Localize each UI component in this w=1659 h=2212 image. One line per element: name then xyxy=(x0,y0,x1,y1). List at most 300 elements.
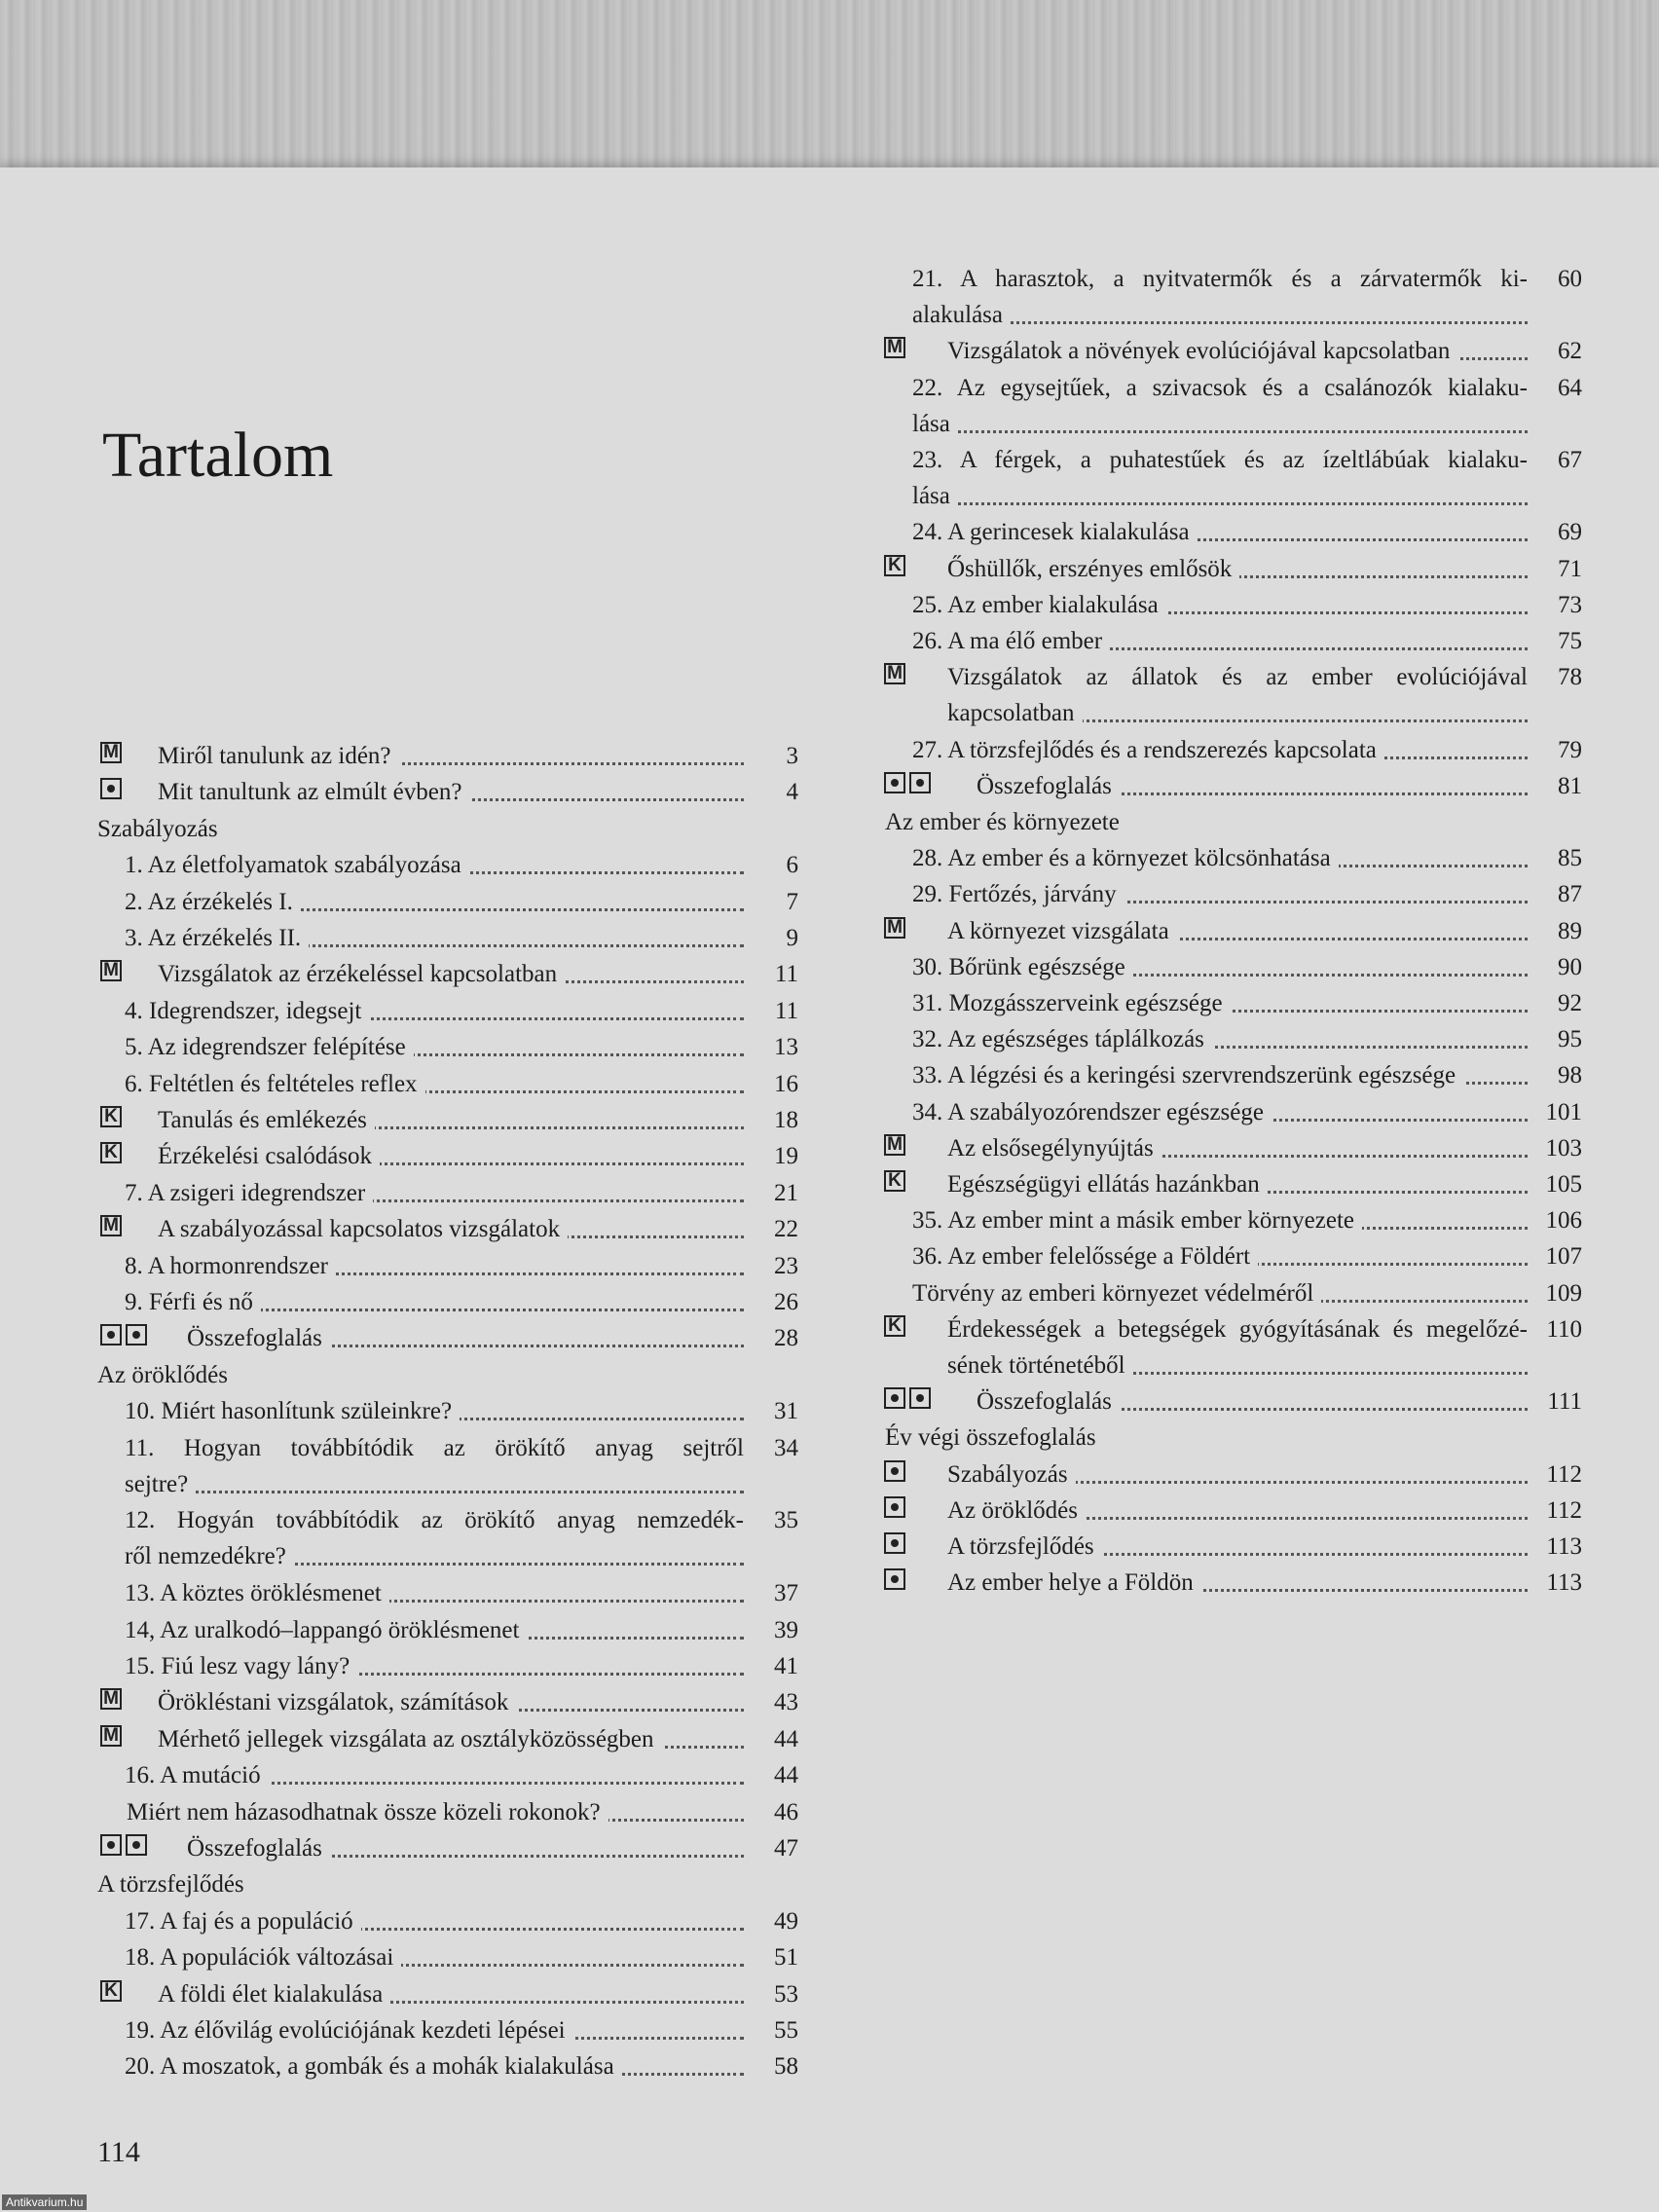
toc-entry xyxy=(881,551,1606,587)
toc-entry-line: 22. Az egysejtűek, a szivacsok és a csalánozók kialaku- xyxy=(912,374,1528,401)
toc-page-number: 23 xyxy=(774,1252,798,1279)
toc-entry-title xyxy=(125,1430,744,1502)
marker-group xyxy=(884,1532,905,1554)
toc-entry-text: Év végi összefoglalás xyxy=(885,1424,1104,1451)
toc-entry xyxy=(97,1830,818,1866)
toc-entry-title xyxy=(885,804,1528,840)
toc-page-number: 26 xyxy=(774,1289,798,1315)
toc-page-number: 107 xyxy=(1545,1243,1582,1271)
toc-entry-text: 19. Az élővilág evolúciójának kezdeti lépései xyxy=(125,2017,573,2044)
toc-entry xyxy=(881,876,1606,912)
toc-entry-text: Őshüllők, erszényes emlősök xyxy=(947,556,1239,582)
toc-entry-title xyxy=(187,1830,744,1866)
toc-entry xyxy=(881,985,1606,1021)
toc-entry xyxy=(881,913,1606,949)
toc-entry-text: 8. A hormonrendszer xyxy=(125,1253,336,1279)
toc-entry xyxy=(97,2048,818,2084)
toc-page-number: 16 xyxy=(774,1070,798,1097)
toc-entry-text: Érzékelési csalódások xyxy=(158,1143,380,1169)
toc-page-number: 110 xyxy=(1546,1315,1582,1343)
marker-group xyxy=(100,1215,122,1236)
toc-entry xyxy=(881,623,1606,659)
toc-page-number: 112 xyxy=(1546,1460,1582,1488)
review-dot-icon xyxy=(100,1834,122,1856)
toc-page-number: 4 xyxy=(786,779,798,806)
toc-entry-text: Örökléstani vizsgálatok, számítások xyxy=(158,1689,516,1715)
experiment-m-icon: M xyxy=(100,960,122,981)
toc-entry-title xyxy=(947,1529,1528,1565)
toc-entry xyxy=(97,1175,818,1211)
toc-entry-text: A környezet vizsgálata xyxy=(947,918,1177,944)
toc-entry-title xyxy=(125,1175,744,1211)
knowledge-k-icon: K xyxy=(100,1980,122,2002)
toc-entry-line xyxy=(947,1347,1528,1383)
toc-entry-line xyxy=(912,406,1528,442)
marker-group xyxy=(884,555,905,576)
toc-page-number: 103 xyxy=(1545,1134,1582,1161)
toc-entry-text: 10. Miért hasonlítunk szüleinkre? xyxy=(125,1398,460,1424)
experiment-m-icon: M xyxy=(100,1725,122,1747)
toc-entry-title xyxy=(912,1202,1528,1238)
toc-entry xyxy=(97,774,818,810)
toc-entry-text: 24. A gerincesek kialakulása xyxy=(912,519,1198,545)
toc-entry-title xyxy=(912,261,1528,333)
toc-entry xyxy=(97,1794,818,1830)
toc-entry-title xyxy=(125,1066,744,1102)
toc-page-number: 55 xyxy=(774,2017,798,2044)
toc-entry-line xyxy=(912,478,1528,514)
toc-page-number: 106 xyxy=(1545,1207,1582,1235)
toc-entry xyxy=(97,1903,818,1939)
toc-entry-text: 25. Az ember kialakulása xyxy=(912,592,1166,618)
toc-entry-text: Mit tanultunk az elmúlt évben? xyxy=(158,779,469,805)
toc-page-number: 19 xyxy=(774,1143,798,1170)
review-dot-icon xyxy=(100,1324,122,1346)
toc-page-number: 11 xyxy=(774,961,798,988)
toc-entry-title xyxy=(125,1248,744,1284)
toc-entry-text: 30. Bőrünk egészsége xyxy=(912,954,1133,980)
toc-entry-text: Szabályozás xyxy=(97,816,226,842)
toc-entry-text: 14, Az uralkodó–lappangó öröklésmenet xyxy=(125,1617,527,1643)
toc-entry-text: 9. Férfi és nő xyxy=(125,1289,261,1315)
toc-entry-title xyxy=(947,333,1528,369)
toc-page-number: 78 xyxy=(1558,664,1582,691)
review-dot-icon xyxy=(884,1387,905,1409)
toc-entry-title xyxy=(125,1575,744,1611)
toc-page-number: 7 xyxy=(786,888,798,915)
toc-entry-title xyxy=(912,587,1528,623)
experiment-m-icon: M xyxy=(100,1688,122,1710)
toc-page-number: 43 xyxy=(774,1689,798,1716)
toc-section-heading xyxy=(881,804,1606,840)
toc-entry xyxy=(97,956,818,992)
toc-entry-title xyxy=(912,949,1528,985)
toc-entry-title xyxy=(912,840,1528,876)
toc-entry xyxy=(97,1320,818,1356)
toc-page-number: 46 xyxy=(774,1798,798,1825)
toc-entry-line xyxy=(125,1466,744,1502)
toc-entry-title xyxy=(158,1102,744,1138)
toc-entry xyxy=(881,1383,1606,1419)
toc-entry-title xyxy=(912,1094,1528,1130)
toc-entry-line: Vizsgálatok az állatok és az ember evolúciójával xyxy=(947,664,1528,691)
toc-entry-title xyxy=(125,1393,744,1429)
toc-entry xyxy=(97,1029,818,1065)
toc-entry-title xyxy=(125,1903,744,1939)
toc-entry-text: Tanulás és emlékezés xyxy=(158,1107,375,1133)
toc-entry-title xyxy=(912,732,1528,768)
toc-page-number: 37 xyxy=(774,1580,798,1607)
toc-page-number: 105 xyxy=(1545,1171,1582,1198)
toc-entry-title xyxy=(947,551,1528,587)
toc-entry xyxy=(97,1721,818,1757)
marker-group xyxy=(100,1688,122,1710)
toc-entry-title xyxy=(125,1029,744,1065)
toc-page-number: 113 xyxy=(1546,1569,1582,1597)
toc-entry-text: Szabályozás xyxy=(947,1461,1076,1488)
toc-page-number: 11 xyxy=(774,997,798,1024)
toc-entry-line: Érdekességek a betegségek gyógyításának és megelőzé- xyxy=(947,1315,1528,1343)
review-dot-icon xyxy=(884,772,905,793)
toc-entry-title xyxy=(97,1866,744,1902)
marker-group xyxy=(884,1460,905,1482)
toc-entry-continuation: lása xyxy=(912,483,958,509)
toc-entry-text: A földi élet kialakulása xyxy=(158,1981,390,2008)
toc-page-number: 69 xyxy=(1558,519,1582,546)
toc-page-number: 3 xyxy=(786,743,798,769)
toc-page-number: 41 xyxy=(774,1653,798,1679)
toc-entry-line xyxy=(947,695,1528,731)
toc-entry xyxy=(881,840,1606,876)
toc-entry-text: 18. A populációk változásai xyxy=(125,1944,401,1971)
toc-entry-text: Összefoglalás xyxy=(187,1325,330,1351)
toc-entry-title xyxy=(125,920,744,956)
toc-entry xyxy=(97,1684,818,1720)
toc-entry-title xyxy=(158,1684,744,1720)
marker-group xyxy=(100,1106,122,1127)
experiment-m-icon: M xyxy=(100,1215,122,1236)
marker-group xyxy=(100,1980,122,2002)
toc-page-number: 35 xyxy=(774,1507,798,1534)
toc-entry-title xyxy=(947,1311,1528,1383)
marker-group xyxy=(884,337,905,358)
toc-section-heading xyxy=(97,811,818,847)
toc-entry xyxy=(97,1612,818,1648)
toc-entry-text: Összefoglalás xyxy=(187,1835,330,1862)
toc-page-number: 73 xyxy=(1558,591,1582,618)
toc-entry-title xyxy=(912,985,1528,1021)
toc-page-number: 58 xyxy=(774,2053,798,2081)
toc-entry-text: 29. Fertőzés, járvány xyxy=(912,881,1124,907)
toc-entry xyxy=(97,1757,818,1793)
toc-page-number: 62 xyxy=(1558,338,1582,365)
toc-entry-title xyxy=(947,659,1528,731)
experiment-m-icon: M xyxy=(100,742,122,763)
toc-entry-title xyxy=(912,876,1528,912)
toc-entry-title xyxy=(947,1565,1528,1601)
toc-page-number: 89 xyxy=(1558,917,1582,944)
toc-entry xyxy=(881,587,1606,623)
toc-entry xyxy=(881,1311,1606,1383)
toc-entry-title xyxy=(947,1493,1528,1529)
toc-entry xyxy=(97,738,818,774)
toc-entry-text: Miről tanulunk az idén? xyxy=(158,743,399,769)
review-dot-icon xyxy=(126,1834,147,1856)
toc-entry xyxy=(97,1248,818,1284)
toc-entry xyxy=(881,1493,1606,1529)
toc-page-number: 64 xyxy=(1558,374,1582,401)
toc-page-number: 31 xyxy=(774,1398,798,1425)
toc-entry-text: 16. A mutáció xyxy=(125,1762,269,1788)
toc-entry-text: 32. Az egészséges táplálkozás xyxy=(912,1026,1212,1052)
toc-entry-continuation: lása xyxy=(912,411,958,437)
toc-entry xyxy=(881,1094,1606,1130)
marker-group xyxy=(884,1134,905,1156)
toc-page-number: 81 xyxy=(1558,772,1582,799)
toc-page-number: 9 xyxy=(786,925,798,951)
marker-group xyxy=(100,1834,147,1856)
toc-entry-line: 23. A férgek, a puhatestűek és az ízeltlábúak kialaku- xyxy=(912,447,1528,473)
toc-entry xyxy=(881,442,1606,514)
toc-entry-line: 11. Hogyan továbbítódik az örökítő anyag sejtről xyxy=(125,1434,744,1461)
toc-entry-title xyxy=(977,768,1528,804)
toc-entry-continuation: ről nemzedékre? xyxy=(125,1543,294,1569)
toc-entry-text: Az öröklődés xyxy=(97,1362,236,1388)
toc-entry-title xyxy=(125,1648,744,1684)
toc-entry-title xyxy=(127,1794,744,1830)
toc-entry-title xyxy=(97,1357,744,1393)
toc-entry-title xyxy=(125,2048,744,2084)
toc-entry xyxy=(97,1430,818,1502)
review-dot-icon xyxy=(126,1324,147,1346)
toc-entry-title xyxy=(158,774,744,810)
toc-entry-text: 27. A törzsfejlődés és a rendszerezés kapcsolata xyxy=(912,737,1384,763)
toc-entry xyxy=(881,949,1606,985)
toc-entry xyxy=(97,1066,818,1102)
toc-entry xyxy=(97,920,818,956)
toc-entry xyxy=(97,1102,818,1138)
toc-page-number: 111 xyxy=(1547,1388,1582,1416)
toc-entry-text: 7. A zsigeri idegrendszer xyxy=(125,1180,373,1206)
toc-entry xyxy=(881,732,1606,768)
toc-page-number: 18 xyxy=(774,1107,798,1133)
toc-entry xyxy=(97,847,818,883)
review-dot-icon xyxy=(909,1387,931,1409)
toc-entry-title xyxy=(187,1320,744,1356)
toc-entry-text: 15. Fiú lesz vagy lány? xyxy=(125,1653,357,1679)
toc-page-number: 47 xyxy=(774,1835,798,1862)
toc-entry-title xyxy=(947,1130,1528,1166)
toc-entry-title xyxy=(125,2012,744,2048)
toc-entry xyxy=(881,1166,1606,1202)
toc-entry-title xyxy=(912,1275,1528,1311)
page-title: Tartalom xyxy=(102,420,334,491)
watermark: Antikvarium.hu xyxy=(2,2194,87,2210)
marker-group xyxy=(100,742,122,763)
toc-entry-title xyxy=(947,913,1528,949)
toc-entry xyxy=(881,261,1606,333)
toc-entry-text: Vizsgálatok a növények evolúciójával kapcsolatban xyxy=(947,338,1457,364)
toc-entry xyxy=(97,1138,818,1174)
toc-entry xyxy=(881,333,1606,369)
toc-entry-text: Az ember és környezete xyxy=(885,809,1127,835)
toc-entry xyxy=(97,1211,818,1247)
toc-entry-title xyxy=(912,514,1528,550)
toc-entry xyxy=(881,768,1606,804)
toc-entry xyxy=(97,1648,818,1684)
toc-entry-line: 12. Hogyán továbbítódik az örökítő anyag nemzedék- xyxy=(125,1507,744,1534)
toc-page-number: 53 xyxy=(774,1980,798,2008)
toc-entry-text: 33. A légzési és a keringési szervrendszerünk egészsége xyxy=(912,1062,1463,1088)
toc-entry-title xyxy=(912,370,1528,442)
toc-entry-text: 6. Feltétlen és feltételes reflex xyxy=(125,1071,425,1097)
toc-entry-text: Összefoglalás xyxy=(977,1388,1120,1415)
marker-group xyxy=(884,1496,905,1518)
marker-group xyxy=(100,1324,147,1346)
toc-page-number: 28 xyxy=(774,1325,798,1352)
toc-entry-title xyxy=(158,738,744,774)
toc-entry-text: Miért nem házasodhatnak össze közeli rokonok? xyxy=(127,1799,608,1825)
toc-entry-text: Mérhető jellegek vizsgálata az osztályközösségben xyxy=(158,1726,662,1752)
toc-page-number: 49 xyxy=(774,1907,798,1935)
toc-page-number: 6 xyxy=(786,852,798,879)
toc-entry-text: 2. Az érzékelés I. xyxy=(125,889,301,915)
toc-entry-text: Az elsősegélynyújtás xyxy=(947,1135,1161,1161)
toc-entry-text: 34. A szabályozórendszer egészsége xyxy=(912,1099,1272,1125)
toc-entry xyxy=(881,1202,1606,1238)
toc-entry-title xyxy=(97,811,744,847)
toc-entry-title xyxy=(125,993,744,1029)
toc-entry-title xyxy=(125,847,744,883)
toc-entry xyxy=(881,1130,1606,1166)
toc-page-number: 90 xyxy=(1558,953,1582,980)
toc-entry-line: 21. A harasztok, a nyitvatermők és a zárvatermők ki- xyxy=(912,266,1528,292)
toc-entry-title xyxy=(912,442,1528,514)
toc-entry-title xyxy=(158,1976,744,2012)
knowledge-k-icon: K xyxy=(884,555,905,576)
toc-page-number: 60 xyxy=(1558,266,1582,292)
toc-entry-title xyxy=(912,1021,1528,1057)
toc-entry xyxy=(881,1456,1606,1493)
toc-entry-text: Összefoglalás xyxy=(977,773,1120,799)
toc-entry-text: Az öröklődés xyxy=(947,1497,1086,1524)
toc-entry-title xyxy=(947,1166,1528,1202)
toc-page-number: 101 xyxy=(1545,1098,1582,1125)
toc-page-number: 13 xyxy=(774,1034,798,1061)
toc-entry xyxy=(97,884,818,920)
marker-group xyxy=(884,663,905,684)
marker-group xyxy=(884,1315,905,1337)
toc-entry xyxy=(881,1529,1606,1565)
toc-entry xyxy=(881,1057,1606,1093)
marker-group xyxy=(100,960,122,981)
toc-entry xyxy=(97,1575,818,1611)
toc-entry-title xyxy=(125,884,744,920)
toc-page-number: 87 xyxy=(1558,881,1582,908)
review-dot-icon xyxy=(100,778,122,799)
toc-section-heading xyxy=(881,1419,1606,1456)
toc-page-number: 39 xyxy=(774,1616,798,1643)
toc-entry xyxy=(881,370,1606,442)
marker-group xyxy=(100,1142,122,1163)
toc-entry-text: A szabályozással kapcsolatos vizsgálatok xyxy=(158,1216,568,1242)
review-dot-icon xyxy=(884,1496,905,1518)
toc-entry-text: 1. Az életfolyamatok szabályozása xyxy=(125,852,469,878)
toc-entry-text: Törvény az emberi környezet védelméről xyxy=(912,1280,1321,1307)
experiment-m-icon: M xyxy=(884,663,905,684)
toc-page-number: 51 xyxy=(774,1944,798,1972)
toc-entry xyxy=(881,1275,1606,1311)
toc-entry-text: 26. A ma élő ember xyxy=(912,628,1110,654)
toc-entry-title xyxy=(125,1284,744,1320)
marker-group xyxy=(884,1568,905,1590)
toc-entry-continuation: kapcsolatban xyxy=(947,700,1083,726)
toc-page-number: 112 xyxy=(1546,1496,1582,1524)
toc-page-number: 71 xyxy=(1558,555,1582,582)
toc-entry xyxy=(97,1393,818,1429)
toc-entry-line xyxy=(912,297,1528,333)
toc-entry xyxy=(881,1565,1606,1601)
review-dot-icon xyxy=(884,1568,905,1590)
experiment-m-icon: M xyxy=(884,1134,905,1156)
toc-page-number: 95 xyxy=(1558,1026,1582,1053)
toc-entry-title xyxy=(947,1456,1528,1493)
toc-entry-continuation: alakulása xyxy=(912,302,1011,328)
toc-page-number: 34 xyxy=(774,1434,798,1461)
toc-entry-text: 13. A köztes öröklésmenet xyxy=(125,1580,389,1606)
marker-group xyxy=(100,1725,122,1747)
toc-entry xyxy=(881,659,1606,731)
marker-group xyxy=(884,917,905,939)
page-number: 114 xyxy=(97,2136,140,2168)
experiment-m-icon: M xyxy=(884,917,905,939)
toc-entry-text: 35. Az ember mint a másik ember környezete xyxy=(912,1207,1362,1234)
toc-entry xyxy=(97,1939,818,1975)
marker-group xyxy=(100,778,122,799)
toc-entry xyxy=(881,1238,1606,1274)
knowledge-k-icon: K xyxy=(100,1142,122,1163)
toc-entry-title xyxy=(885,1419,1528,1456)
toc-entry-text: 28. Az ember és a környezet kölcsönhatása xyxy=(912,845,1339,871)
toc-section-heading xyxy=(97,1866,818,1902)
toc-entry-text: Az ember helye a Földön xyxy=(947,1569,1201,1596)
review-dot-icon xyxy=(909,772,931,793)
toc-entry xyxy=(97,993,818,1029)
toc-page-number: 98 xyxy=(1558,1062,1582,1089)
toc-entry-continuation: sének történetéből xyxy=(947,1352,1133,1379)
knowledge-k-icon: K xyxy=(884,1170,905,1192)
marker-group xyxy=(884,772,931,793)
toc-entry-title xyxy=(158,1138,744,1174)
toc-entry-text: 3. Az érzékelés II. xyxy=(125,925,309,951)
review-dot-icon xyxy=(884,1532,905,1554)
toc-page-number: 44 xyxy=(774,1762,798,1789)
toc-entry-title xyxy=(912,1057,1528,1093)
toc-entry-text: A törzsfejlődés xyxy=(97,1871,252,1898)
toc-entry xyxy=(97,1284,818,1320)
toc-entry xyxy=(97,1976,818,2012)
toc-page-number: 92 xyxy=(1558,990,1582,1016)
toc-entry-title xyxy=(125,1757,744,1793)
knowledge-k-icon: K xyxy=(100,1106,122,1127)
toc-entry-title xyxy=(158,1721,744,1757)
toc-entry-text: 17. A faj és a populáció xyxy=(125,1908,361,1935)
toc-page-number: 44 xyxy=(774,1725,798,1752)
marker-group xyxy=(884,1387,931,1409)
background-strip xyxy=(0,0,1659,180)
toc-entry-title xyxy=(125,1939,744,1975)
toc-page-number: 113 xyxy=(1546,1533,1582,1560)
